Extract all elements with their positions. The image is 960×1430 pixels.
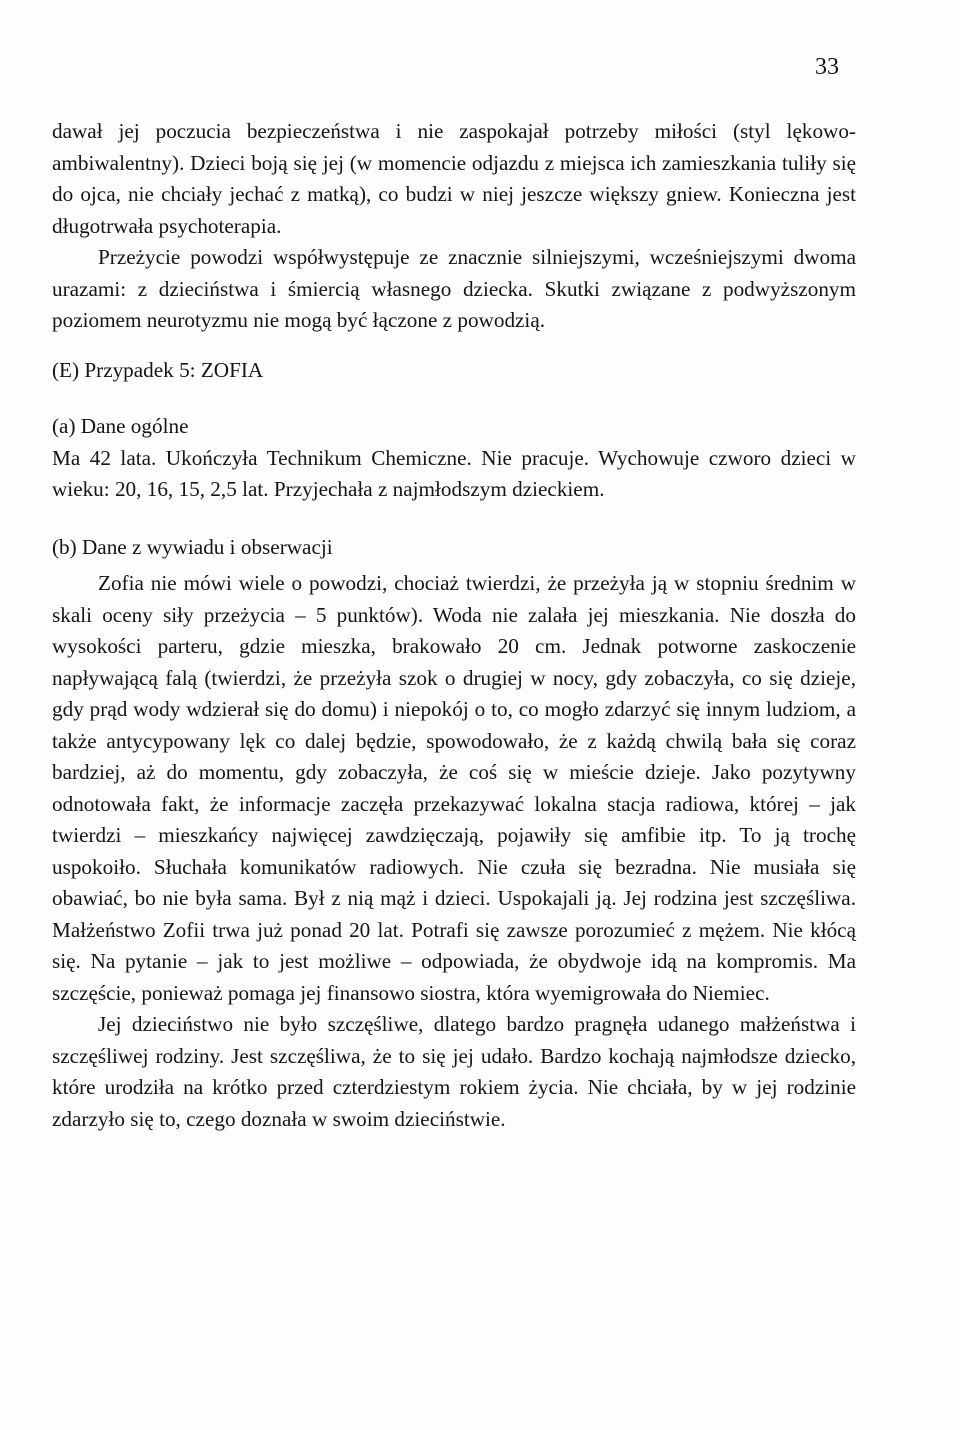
paragraph-interview: Zofia nie mówi wiele o powodzi, chociaż twierdzi, że przeżyła ją w stopniu średnim w skali oceny siły przeżycia – 5 punktów). Woda nie zalała jej mieszkania. Nie doszła do wysokości parteru, gdzie mieszka, brakowało 20 cm. Jednak potworne zaskoczenie napływającą falą (twierdzi, że przeżyła szok o drugiej w nocy, gdy zobaczyła, co się dzieje, gdy prąd wody wdzierał się do domu) i niepokój o to, co mogło zdarzyć się innym ludziom, a także antycypowany lęk co dalej będzie, spowodowało, że z każdą chwilą bała się coraz bardziej, aż do momentu, gdy zobaczyła, że coś się w mieście dzieje. Jako pozytywny odnotowała fakt, że informacje zaczęła przekazywać lokalna stacja radiowa, której – jak twierdzi – mieszkańcy najwięcej zawdzięczają, pojawiły się amfibie itp. To ją trochę uspokoiło. Słuchała komunikatów radiowych. Nie czuła się bezradna. Nie musiała się obawiać, bo nie była sama. Był z nią mąż i dzieci. Uspokajali ją. Jej rodzina jest szczęśliwa. Małżeństwo Zofii trwa już ponad 20 lat. Potrafi się zawsze porozumieć z mężem. Nie kłócą się. Na pytanie – jak to jest możliwe – odpowiada, że obydwoje idą na kompromis. Ma szczęście, ponieważ pomaga jej finansowo siostra, która wyemigrowała do Niemiec.: [52, 571, 856, 1005]
body-text: [52, 116, 856, 1135]
paragraph-continuation: dawał jej poczucia bezpieczeństwa i nie zaspokajał potrzeby miłości (styl lękowo-ambiwalentny). Dzieci boją się jej (w momencie odjazdu z miejsca ich zamieszkania tuliły się do ojca, nie chciały jechać z matką), co budzi w niej jeszcze większy gniew. Konieczna jest długotrwała psychoterapia.: [52, 119, 856, 238]
case-heading: (E) Przypadek 5: ZOFIA: [52, 357, 264, 382]
page-number: 33: [815, 54, 839, 80]
section-b-heading: (b) Dane z wywiadu i obserwacji: [52, 534, 333, 559]
paragraph-childhood: Jej dzieciństwo nie było szczęśliwe, dlatego bardzo pragnęła udanego małżeństwa i szczęśliwej rodziny. Jest szczęśliwa, że to się jej udało. Bardzo kochają najmłodsze dziecko, które urodziła na krótko przed czterdziestym rokiem życia. Nie chciała, by w jej rodzinie zdarzyło się to, czego doznała w swoim dzieciństwie.: [52, 1012, 856, 1131]
paragraph-general-data: Ma 42 lata. Ukończyła Technikum Chemiczne. Nie pracuje. Wychowuje czworo dzieci w wieku: 20, 16, 15, 2,5 lat. Przyjechała z najmłodszym dzieckiem.: [52, 445, 856, 501]
section-a-heading: (a) Dane ogólne: [52, 414, 189, 438]
paragraph-flood-trauma: Przeżycie powodzi współwystępuje ze znacznie silniejszymi, wcześniejszymi dwoma urazami: z dzieciństwa i śmiercią własnego dziecka. Skutki związane z podwyższonym poziomem neurotyzmu nie mogą być łączone z powodzią.: [52, 245, 856, 332]
